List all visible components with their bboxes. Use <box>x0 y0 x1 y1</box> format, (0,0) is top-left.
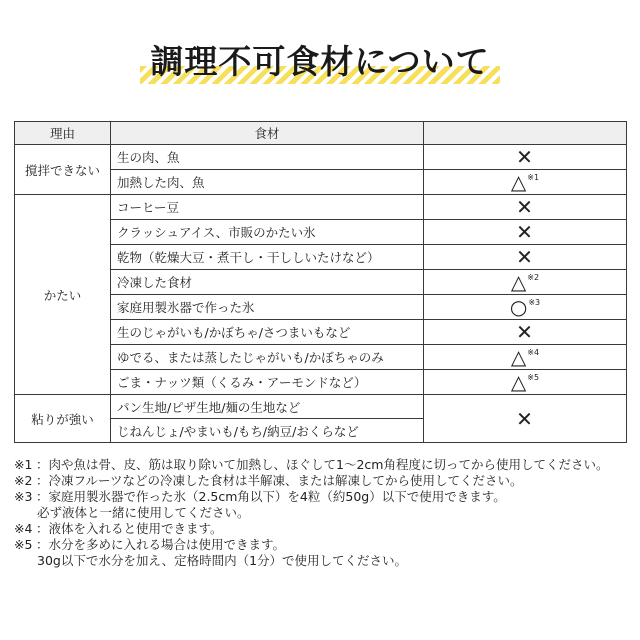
footnote-text: ：肉や魚は骨、皮、筋は取り除いて加熱し、ほぐして1〜2cm角程度に切ってから使用してください。 <box>36 457 609 472</box>
food-cell: 冷凍した食材 <box>111 270 424 295</box>
footnote-mark: ※1 <box>14 457 33 472</box>
mark-symbol: ✕ <box>516 406 533 431</box>
mark-symbol: △ <box>510 370 527 394</box>
ingredients-table <box>14 121 627 443</box>
mark-symbol: ✕ <box>516 320 533 344</box>
table-row <box>15 195 627 220</box>
food-cell: ごま・ナッツ類（くるみ・アーモンドなど） <box>111 370 424 395</box>
mark-note: ※2 <box>527 273 540 282</box>
footnote-1 <box>14 457 629 473</box>
mark-symbol: △ <box>510 270 527 294</box>
food-cell: クラッシュアイス、市販のかたい氷 <box>111 220 424 245</box>
footnote-5-continued <box>14 553 629 569</box>
mark-cell <box>424 370 627 395</box>
reason-cell: 粘りが強い <box>15 395 111 443</box>
food-cell: 加熱した肉、魚 <box>111 170 424 195</box>
mark-symbol: ✕ <box>516 145 533 169</box>
reason-cell: 撹拌できない <box>15 145 111 195</box>
table-row <box>15 395 627 419</box>
mark-note: ※3 <box>528 298 541 307</box>
footnote-3-continued <box>14 505 629 521</box>
footnote-text: 30g以下で水分を加え、定格時間内（1分）で使用してください。 <box>37 553 408 568</box>
reason-cell: かたい <box>15 195 111 395</box>
food-cell: 乾物（乾燥大豆・煮干し・干ししいたけなど） <box>111 245 424 270</box>
table-row <box>15 145 627 170</box>
footnote-text: 必ず液体と一緒に使用してください。 <box>37 505 250 520</box>
footnote-mark: ※2 <box>14 473 33 488</box>
page-title: 調理不可食材について <box>150 42 490 81</box>
mark-symbol: ○ <box>509 295 528 319</box>
mark-cell <box>424 395 627 443</box>
footnote-mark: ※4 <box>14 521 33 536</box>
food-cell: パン生地/ピザ生地/麺の生地など <box>111 395 424 419</box>
mark-cell <box>424 295 627 320</box>
food-cell: ゆでる、または蒸したじゃがいも/かぼちゃのみ <box>111 345 424 370</box>
footnote-5 <box>14 537 629 553</box>
mark-cell <box>424 220 627 245</box>
footnote-text: ：液体を入れると使用できます。 <box>36 521 223 536</box>
footnote-mark: ※3 <box>14 489 33 504</box>
food-cell: 生の肉、魚 <box>111 145 424 170</box>
mark-note: ※4 <box>527 348 540 357</box>
food-cell: コーヒー豆 <box>111 195 424 220</box>
food-cell: 生のじゃがいも/かぼちゃ/さつまいもなど <box>111 320 424 345</box>
mark-cell <box>424 170 627 195</box>
title-box <box>144 36 495 83</box>
mark-symbol: △ <box>510 345 527 369</box>
footnote-text: ：水分を多めに入れる場合は使用できます。 <box>36 537 286 552</box>
mark-cell <box>424 195 627 220</box>
footnote-text: ：家庭用製氷器で作った氷（2.5cm角以下）を4粒（約50g）以下で使用できます。 <box>36 489 506 504</box>
footnote-text: ：冷凍フルーツなどの冷凍した食材は半解凍、または解凍してから使用してください。 <box>36 473 523 488</box>
mark-cell <box>424 345 627 370</box>
mark-symbol: ✕ <box>516 195 533 219</box>
mark-cell <box>424 320 627 345</box>
mark-cell <box>424 145 627 170</box>
header-reason: 理由 <box>15 122 111 145</box>
food-cell: 家庭用製氷器で作った氷 <box>111 295 424 320</box>
mark-cell <box>424 270 627 295</box>
mark-symbol: ✕ <box>516 245 533 269</box>
mark-note: ※5 <box>527 373 540 382</box>
header-food: 食材 <box>111 122 424 145</box>
food-cell: じねんじょ/やまいも/もち/納豆/おくらなど <box>111 419 424 443</box>
footnote-4 <box>14 521 629 537</box>
header-mark <box>424 122 627 145</box>
title-area <box>0 36 640 83</box>
mark-symbol: ✕ <box>516 220 533 244</box>
mark-symbol: △ <box>510 170 527 194</box>
table-header-row <box>15 122 627 145</box>
footnote-3 <box>14 489 629 505</box>
footnote-2 <box>14 473 629 489</box>
mark-note: ※1 <box>527 173 540 182</box>
mark-cell <box>424 245 627 270</box>
footnote-mark: ※5 <box>14 537 33 552</box>
footnotes <box>14 457 629 569</box>
